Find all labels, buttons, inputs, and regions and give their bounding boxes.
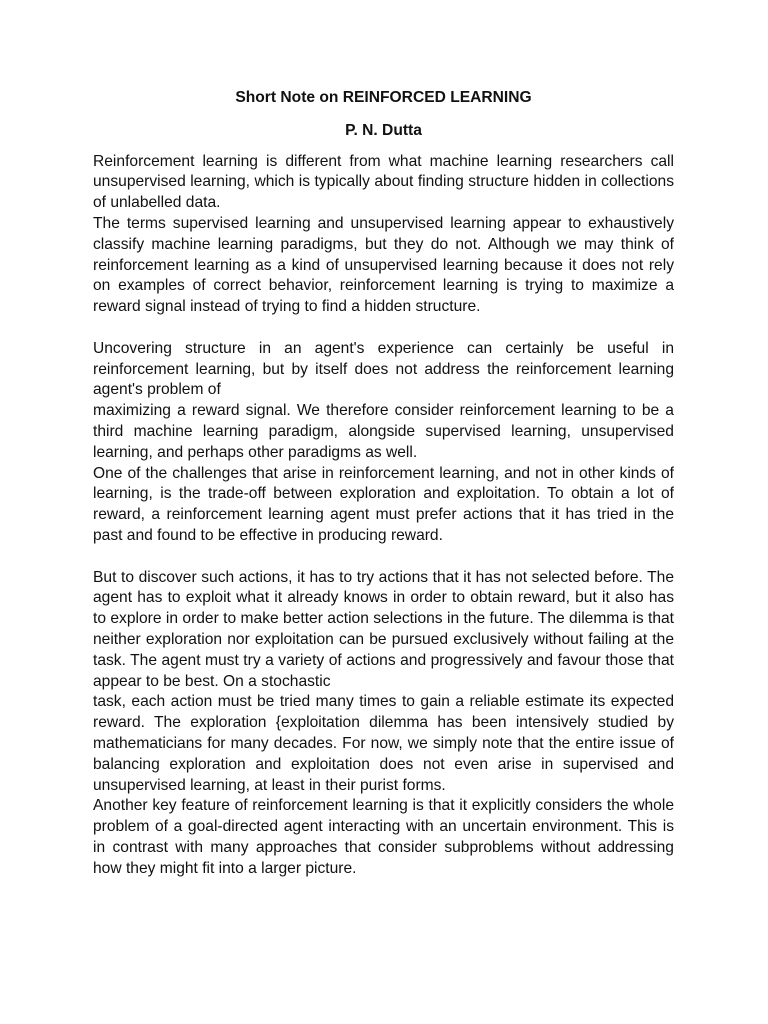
paragraph-3: Uncovering structure in an agent's experience can certainly be useful in reinforcement learning, but by itself does not address the reinforcement learning agent's problem of: [93, 339, 674, 399]
paragraph-gap: [93, 547, 674, 568]
paragraph-5: One of the challenges that arise in reinforcement learning, and not in other kinds of learning, is the trade-off between exploration and exploitation. To obtain a lot of reward, a reinforcement learning agent must prefer actions that it has tried in the past and found to be effective in producing reward.: [93, 464, 674, 544]
paragraph-6: But to discover such actions, it has to try actions that it has not selected before. The agent has to exploit what it already knows in order to obtain reward, but it also has to explore in order to make better action selections in the future. The dilemma is that neither exploration nor exploitation can be pursued exclusively without failing at the task. The agent must try a variety of actions and progressively and favour those that appear to be best. On a stochastic: [93, 568, 674, 690]
paragraph-2: The terms supervised learning and unsupervised learning appear to exhaustively classify machine learning paradigms, but they do not. Although we may think of reinforcement learning as a kind of unsupervised learning because it does not rely on examples of correct behavior, reinforcement learning is trying to maximize a reward signal instead of trying to find a hidden structure.: [93, 214, 674, 316]
document-title: Short Note on REINFORCED LEARNING: [235, 89, 532, 106]
paragraph-7: task, each action must be tried many times to gain a reliable estimate its expected reward. The exploration {exploitation dilemma has been intensively studied by mathematicians for many decades. For now, we simply note that the entire issue of balancing exploration and exploitation does not even arise in supervised and unsupervised learning, at least in their purist forms.: [93, 693, 674, 794]
paragraph-1: Reinforcement learning is different from what machine learning researchers call unsupervised learning, which is typically about finding structure hidden in collections of unlabelled data.: [93, 152, 674, 212]
paragraph-gap: [93, 318, 674, 339]
document-author: P. N. Dutta: [345, 121, 422, 139]
document-page: [93, 88, 674, 879]
paragraph-8: Another key feature of reinforcement learning is that it explicitly considers the whole problem of a goal-directed agent interacting with an uncertain environment. This is in contrast with many approaches that consider subproblems without addressing how they might fit into a larger picture.: [93, 797, 674, 877]
paragraph-4: maximizing a reward signal. We therefore consider reinforcement learning to be a third machine learning paradigm, alongside supervised learning, unsupervised learning, and perhaps other paradigms as well.: [93, 402, 674, 461]
